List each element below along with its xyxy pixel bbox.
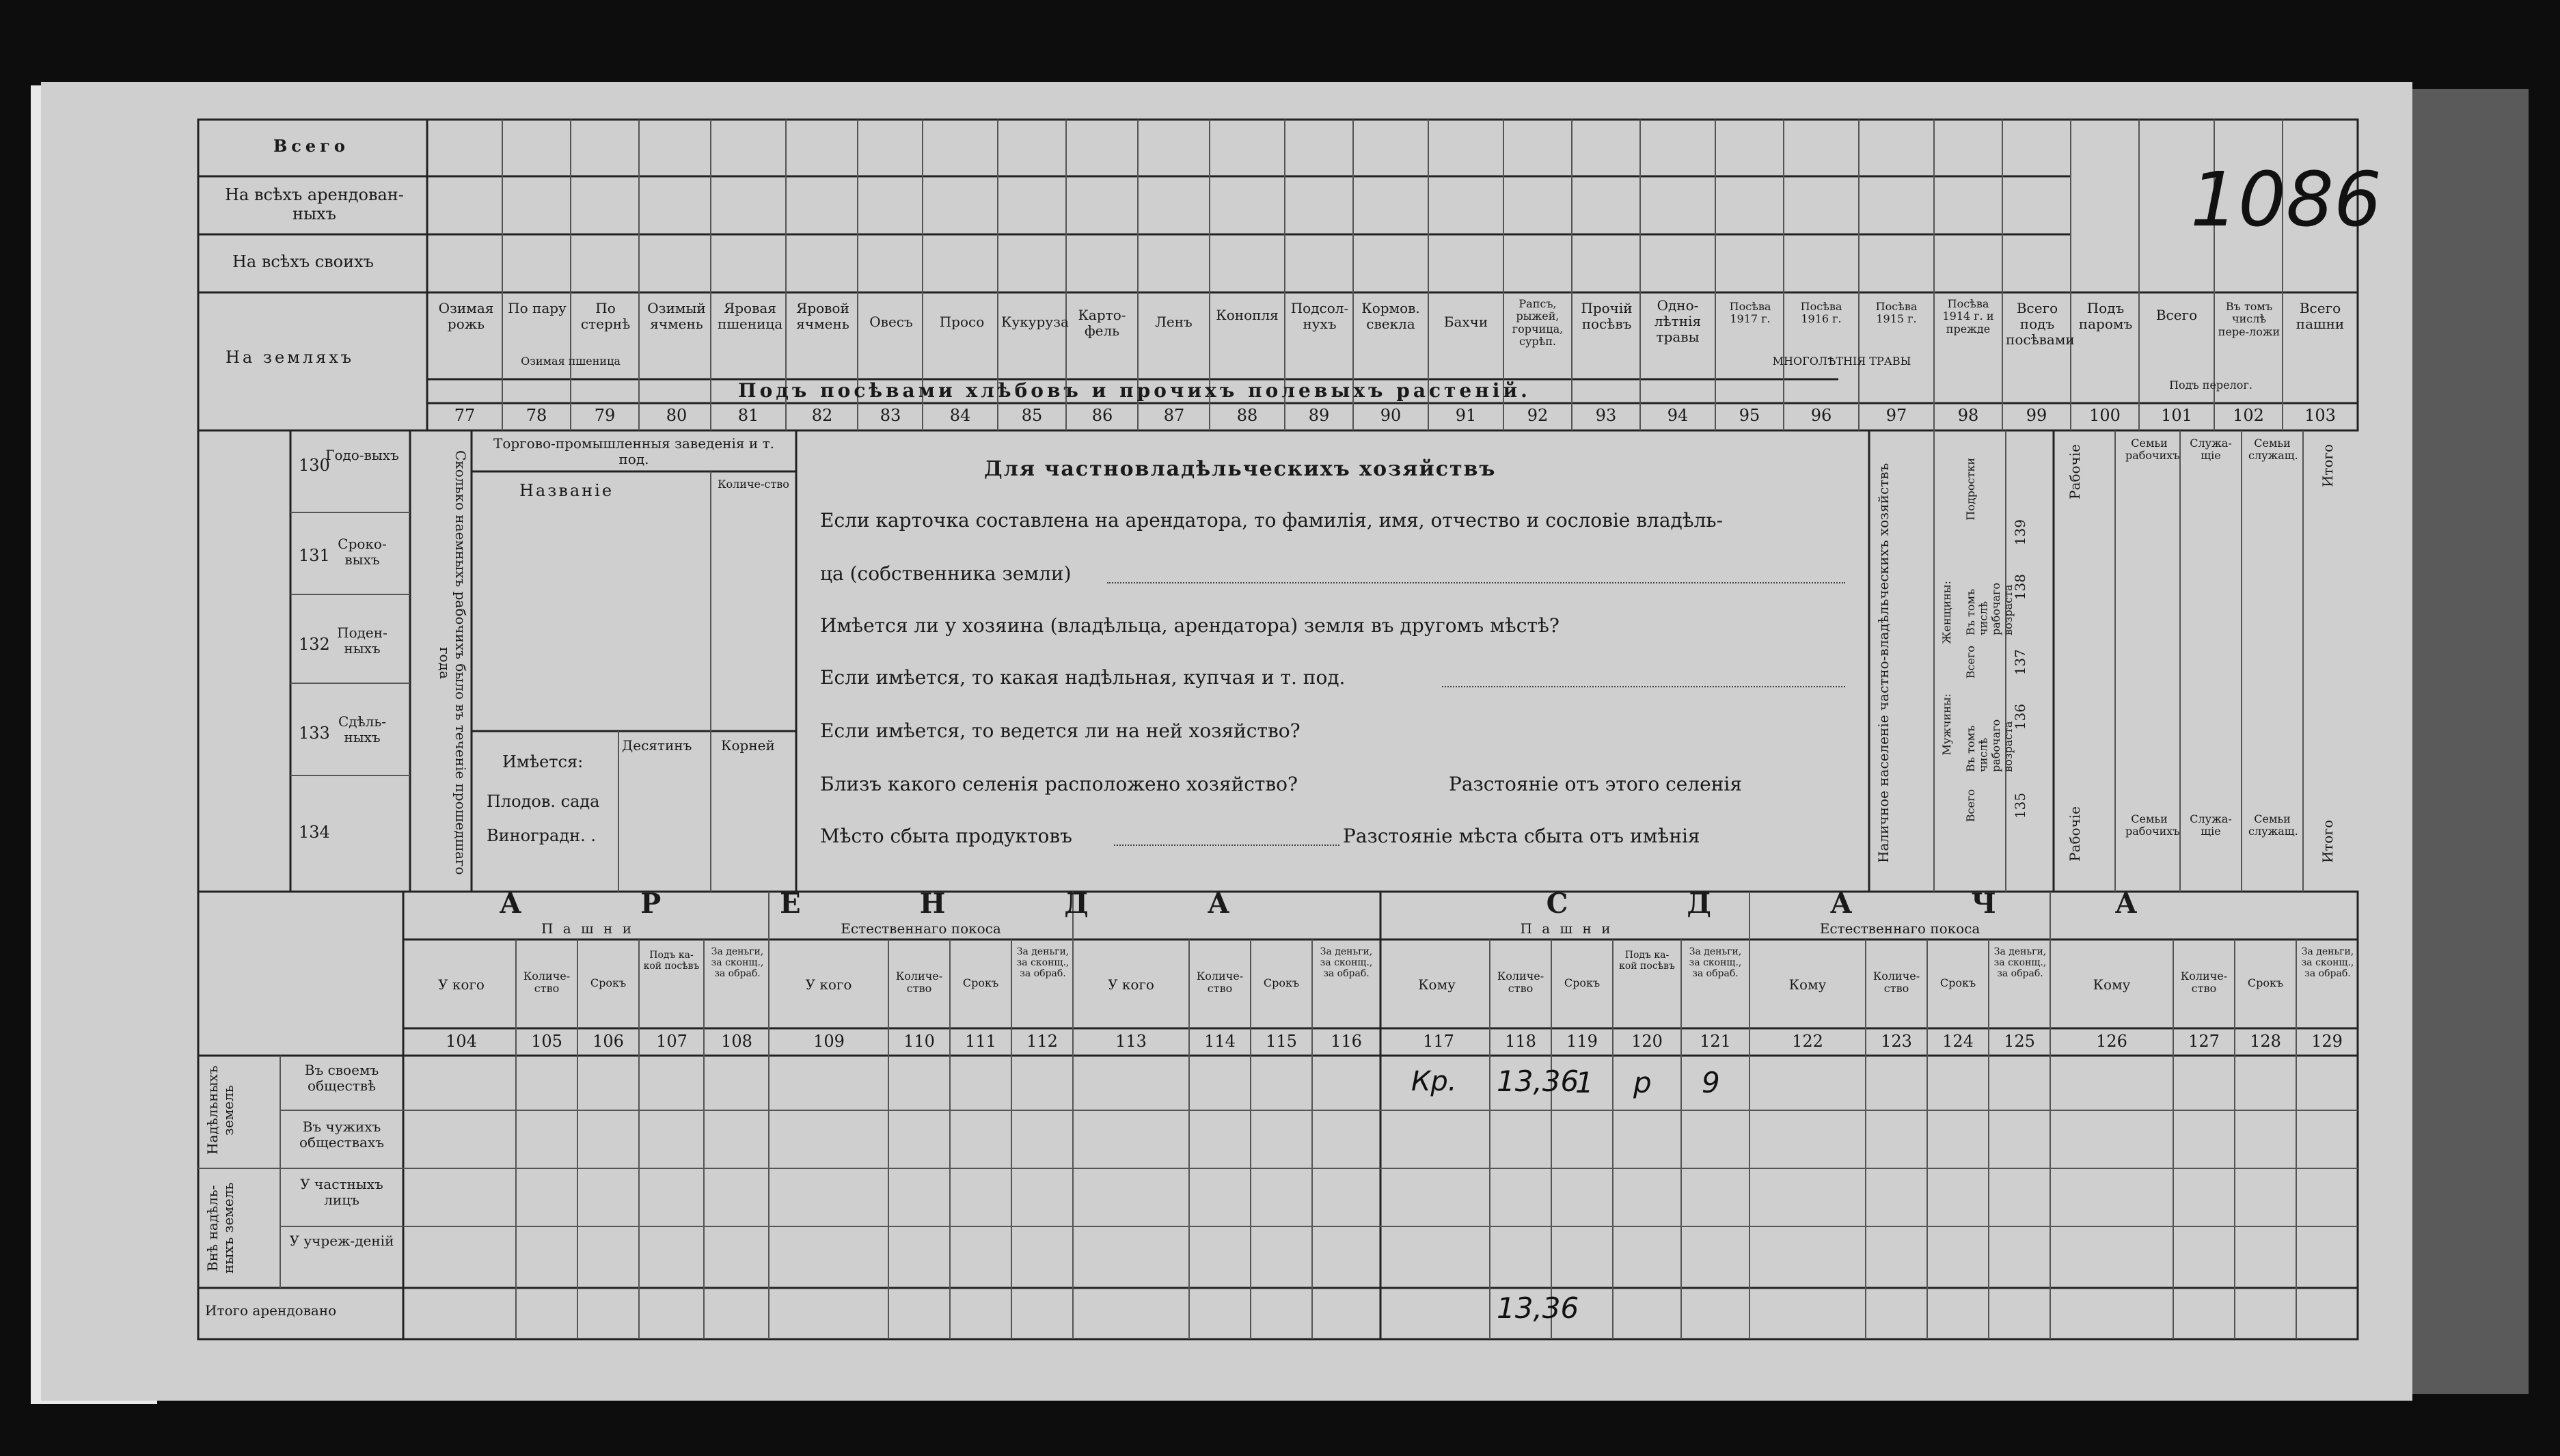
col-itogo-top: Итого: [2319, 444, 2336, 488]
col-odnoletnie-travy: Одно-лѣтнія травы: [1654, 297, 1702, 345]
col-yarovaya-pshenica: Яровая пшеница: [718, 300, 783, 332]
col-poseva-1917: Посѣва 1917 г.: [1729, 300, 1771, 326]
col-num-99: 99: [2026, 406, 2047, 425]
col-num-87: 87: [1163, 406, 1185, 425]
num-138: 138: [2012, 574, 2028, 601]
col-num-109: 109: [813, 1032, 845, 1051]
population-title: Наличное населеніе частно-владѣльческихъ хозяйствъ: [1875, 463, 1892, 863]
col-num-125: 125: [2004, 1032, 2035, 1051]
private-farms-title: Для частновладѣльческихъ хозяйствъ: [984, 457, 1497, 481]
arenda-header: А Р Е Н Д А: [499, 888, 1285, 920]
col-pod-perelog: Подъ перелог.: [2169, 379, 2252, 392]
desyatin-header: Десятинъ: [622, 737, 692, 754]
vinogradnik-label: Виноградн. .: [487, 826, 596, 845]
row-label-vsego: Всего: [273, 136, 349, 156]
col-num-128: 128: [2250, 1032, 2281, 1051]
num-134: 134: [299, 823, 330, 842]
col-num-122: 122: [1792, 1032, 1823, 1051]
private-q1-line1: Если карточка составлена на арендатора, то фамилія, имя, отчество и сословіе владѣль-: [820, 509, 1724, 532]
hw-za-cell[interactable]: 9: [1702, 1066, 1720, 1099]
col-vsego-pashni: Всего пашни: [2296, 300, 2345, 332]
sdacha-pokos-za-dengi: За деньги, за сконщ., за обраб.: [1993, 946, 2047, 980]
arenda-pashni: П а ш н и: [541, 920, 635, 937]
private-q5-distance: Разстояніе отъ этого селенія: [1449, 773, 1742, 795]
num-136: 136: [2012, 704, 2028, 730]
col-vsego-pod-posevami: Всего подъ посѣвами: [2006, 300, 2075, 348]
col-num-119: 119: [1566, 1032, 1598, 1051]
col-podsolnuh: Подсол-нухъ: [1290, 300, 1349, 332]
col-num-120: 120: [1631, 1032, 1663, 1051]
col-num-108: 108: [721, 1032, 752, 1051]
private-q6-distance: Разстояніе мѣста сбыта отъ имѣнія: [1343, 825, 1700, 847]
col-num-95: 95: [1739, 406, 1760, 425]
col-num-93: 93: [1595, 406, 1617, 425]
col-num-111: 111: [965, 1032, 996, 1051]
col-semi-rabochih-bottom: Семьи рабочихъ: [2125, 812, 2180, 838]
col-kukuruza: Кукуруза: [1001, 314, 1069, 330]
row-u-chastnyh-lic: У частныхъ лицъ: [300, 1176, 383, 1208]
col-num-107: 107: [656, 1032, 687, 1051]
arenda-pokos-srok: Срокъ: [962, 976, 999, 989]
col-len: Ленъ: [1155, 314, 1193, 330]
podrostki-label: Подростки: [1964, 458, 1977, 521]
hw-itogo-cell[interactable]: 13,36: [1497, 1291, 1579, 1325]
col-itogo-bottom: Итого: [2319, 820, 2336, 864]
private-q6: Мѣсто сбыта продуктовъ: [820, 825, 1072, 847]
col-num-100: 100: [2089, 406, 2121, 425]
col-mnogoletnie-travy: МНОГОЛѢТНІЯ ТРАВЫ: [1772, 355, 1911, 368]
col-num-84: 84: [949, 406, 971, 425]
col-prochiy-posev: Прочій посѣвъ: [1581, 300, 1633, 332]
num-130: 130: [299, 456, 330, 475]
num-135: 135: [2012, 793, 2028, 819]
col-num-117: 117: [1423, 1032, 1454, 1051]
nadelnye-zemli-label: Надѣльныхъ земель: [204, 1065, 236, 1155]
plodov-sad-label: Плодов. сада: [487, 792, 600, 811]
sdacha-pashni-komu: Кому: [1418, 976, 1456, 993]
women-vsego: Всего: [1964, 646, 1977, 679]
arenda-other-u-kogo: У кого: [1108, 976, 1154, 993]
col-rabochie-top: Рабочіе: [2067, 444, 2083, 499]
men-vsego: Всего: [1964, 789, 1977, 823]
sdacha-pokos-komu: Кому: [1788, 976, 1827, 993]
col-sluzhashchie-bottom: Служа-щіе: [2190, 812, 2232, 838]
col-num-101: 101: [2161, 406, 2192, 425]
col-perelog-v-tom-chisle: Въ томъ числѣ пере-ложи: [2218, 300, 2280, 338]
col-semi-sluzh-bottom: Семьи служащ.: [2248, 812, 2298, 838]
num-131: 131: [299, 546, 330, 565]
col-poseva-1916: Посѣва 1916 г.: [1800, 300, 1842, 326]
arenda-other-kolich: Количе-ство: [1196, 970, 1244, 995]
col-godovyh: Годо-выхъ: [325, 447, 399, 463]
col-num-79: 79: [594, 406, 616, 425]
zhenshchiny-label: Женщины:: [1940, 581, 1953, 644]
nazvanie-header: Названіе: [519, 481, 614, 500]
row-v-svoem-obshchestve: Въ своемъ обществѣ: [304, 1062, 379, 1094]
naemnye-rabochie-label: Сколько наемныхъ рабочихъ было въ теченіе прошедшаго года: [437, 450, 469, 875]
col-po-sterne: По стернѣ: [580, 300, 631, 332]
private-q5: Близъ какого селенія расположено хозяйство?: [820, 773, 1298, 795]
col-num-115: 115: [1266, 1032, 1297, 1051]
women-rab-vozrasta: Въ томъ числѣ рабочаго возраста: [1964, 582, 2015, 635]
col-num-103: 103: [2304, 406, 2336, 425]
col-num-81: 81: [737, 406, 759, 425]
answer-line-owner[interactable]: [1107, 582, 1845, 583]
sdacha-other-komu: Кому: [2093, 976, 2131, 993]
men-rab-vozrasta: Въ томъ числѣ рабочаго возраста: [1964, 719, 2015, 772]
col-perelog-vsego: Всего: [2155, 307, 2198, 323]
col-num-123: 123: [1881, 1032, 1912, 1051]
col-num-85: 85: [1021, 406, 1043, 425]
row-u-uchrezhdeniy: У учреж-деній: [289, 1233, 394, 1249]
col-kartofel: Карто-фель: [1078, 307, 1126, 339]
col-poseva-1915: Посѣва 1915 г.: [1875, 300, 1918, 326]
arenda-pashni-kolich: Количе-ство: [523, 970, 571, 995]
col-num-97: 97: [1885, 406, 1907, 425]
sdacha-pokos-srok: Срокъ: [1939, 976, 1976, 989]
col-num-112: 112: [1026, 1032, 1058, 1051]
col-rabochie-bottom: Рабочіе: [2067, 806, 2083, 862]
col-proso: Просо: [939, 314, 985, 330]
col-semi-rabochih-top: Семьи рабочихъ: [2125, 437, 2180, 463]
col-num-90: 90: [1380, 406, 1402, 425]
answer-line-market[interactable]: [1114, 844, 1339, 846]
pod-posevami-banner: Подъ посѣвами хлѣбовъ и прочихъ полевыхъ растеній.: [738, 379, 1531, 402]
col-num-116: 116: [1331, 1032, 1362, 1051]
vne-nadelnyh-label: Внѣ надѣль-ныхъ земель: [204, 1182, 236, 1274]
col-num-83: 83: [880, 406, 901, 425]
private-q2: Имѣется ли у хозяина (владѣльца, арендатора) земля въ другомъ мѣстѣ?: [820, 614, 1560, 637]
col-num-78: 78: [526, 406, 547, 425]
col-ozimaya-pshenica: Озимая пшеница: [521, 355, 621, 368]
col-pod-parom: Подъ паромъ: [2078, 300, 2133, 332]
private-q3: Если имѣется, то какая надѣльная, купчая и т. под.: [820, 666, 1346, 689]
col-num-86: 86: [1091, 406, 1113, 425]
kolichestvo-header: Количе-ство: [718, 478, 789, 491]
row-label-svoih: На всѣхъ своихъ: [232, 252, 374, 271]
col-num-102: 102: [2233, 406, 2264, 425]
col-num-91: 91: [1455, 406, 1477, 425]
row-v-chuzhih-obshchestvah: Въ чужихъ обществахъ: [299, 1118, 384, 1151]
col-num-104: 104: [446, 1032, 477, 1051]
col-num-121: 121: [1700, 1032, 1731, 1051]
col-num-96: 96: [1810, 406, 1832, 425]
col-num-106: 106: [593, 1032, 624, 1051]
col-num-113: 113: [1115, 1032, 1147, 1051]
col-num-118: 118: [1505, 1032, 1536, 1051]
hw-kolich-cell[interactable]: 13,36: [1497, 1064, 1579, 1098]
private-q1-line2: ца (собственника земли): [820, 562, 1072, 585]
sdacha-pashni-srok: Срокъ: [1564, 976, 1601, 989]
col-sdelnyh: Сдѣль-ныхъ: [338, 713, 387, 745]
hw-pod-cell[interactable]: р: [1633, 1066, 1652, 1099]
sdacha-pashni-kolich: Количе-ство: [1497, 970, 1544, 995]
col-num-114: 114: [1204, 1032, 1236, 1051]
torg-prom-header: Торгово-промышленныя заведенія и т. под.: [493, 435, 774, 467]
arenda-other-za-dengi: За деньги, за сконщ., за обраб.: [1320, 946, 1373, 980]
col-num-82: 82: [811, 406, 833, 425]
sdacha-pashni-za-dengi: За деньги, за сконщ., за обраб.: [1689, 946, 1742, 980]
col-num-126: 126: [2096, 1032, 2127, 1051]
num-139: 139: [2012, 519, 2028, 546]
private-q4: Если имѣется, то ведется ли на ней хозяйство?: [820, 719, 1301, 742]
hw-srok-cell[interactable]: 1: [1575, 1066, 1594, 1099]
col-yarovoy-yachmen: Яровой ячмень: [796, 300, 849, 332]
arenda-pashni-srok: Срокъ: [590, 976, 627, 989]
arenda-pokos-za-dengi: За деньги, за сконщ., за обраб.: [1016, 946, 1070, 980]
answer-line-land-type[interactable]: [1442, 686, 1845, 687]
row-label-arendovannyh: На всѣхъ арендован-ныхъ: [225, 185, 404, 223]
sdacha-header: С Д А Ч А: [1546, 888, 2192, 920]
col-semi-sluzh-top: Семьи служащ.: [2248, 437, 2298, 463]
col-num-89: 89: [1308, 406, 1330, 425]
col-kormov-svekla: Кормов. свекла: [1361, 300, 1420, 332]
arenda-pokos-kolich: Количе-ство: [895, 970, 943, 995]
imeetsya-label: Имѣется:: [502, 752, 584, 771]
col-num-105: 105: [531, 1032, 562, 1051]
col-num-80: 80: [666, 406, 687, 425]
sdacha-pashni-pod-kakoy: Подъ ка-кой посѣвъ: [1619, 950, 1675, 972]
row-itogo-arendovano: Итого арендовано: [205, 1302, 337, 1319]
arenda-pashni-pod-kakoy: Подъ ка-кой посѣвъ: [643, 950, 700, 972]
korney-header: Корней: [721, 737, 775, 754]
row-label-na-zemlyah: На земляхъ: [226, 348, 355, 367]
arenda-pashni-u-kogo: У кого: [438, 976, 485, 993]
hw-komu-cell[interactable]: Кр.: [1411, 1066, 1457, 1097]
col-num-88: 88: [1236, 406, 1258, 425]
col-raps: Рапсъ, рыжей, горчица, сурѣп.: [1512, 297, 1564, 348]
col-ozimaya-rozh: Озимая рожь: [438, 300, 494, 332]
col-num-129: 129: [2311, 1032, 2343, 1051]
sdacha-other-kolich: Количе-ство: [2180, 970, 2228, 995]
col-num-124: 124: [1942, 1032, 1974, 1051]
arenda-pokos-u-kogo: У кого: [805, 976, 852, 993]
sdacha-pashni: П а ш н и: [1520, 920, 1613, 937]
col-oves: Овесъ: [869, 314, 913, 330]
num-133: 133: [299, 724, 330, 743]
col-sluzhashchie-top: Служа-щіе: [2190, 437, 2232, 463]
col-num-92: 92: [1527, 406, 1549, 425]
col-bahchi: Бахчи: [1443, 314, 1488, 330]
col-srokovyh: Сроко-выхъ: [338, 536, 387, 568]
col-num-98: 98: [1957, 406, 1979, 425]
arenda-pokos: Естественнаго покоса: [841, 920, 1001, 937]
col-num-94: 94: [1667, 406, 1689, 425]
sdacha-other-srok: Срокъ: [2247, 976, 2284, 989]
col-num-127: 127: [2188, 1032, 2220, 1051]
col-ozimy-yachmen: Озимый ячмень: [647, 300, 706, 332]
sdacha-pokos-kolich: Количе-ство: [1873, 970, 1920, 995]
num-137: 137: [2012, 649, 2028, 676]
sdacha-other-za-dengi: За деньги, за сконщ., за обраб.: [2301, 946, 2354, 980]
sdacha-pokos: Естественнаго покоса: [1819, 920, 1980, 937]
num-132: 132: [299, 635, 330, 654]
col-num-110: 110: [903, 1032, 935, 1051]
sheet-number-handwritten: 1086: [2190, 156, 2382, 243]
col-po-paru: По пару: [508, 300, 567, 316]
col-podennyh: Поден-ныхъ: [337, 624, 387, 657]
arenda-other-srok: Срокъ: [1263, 976, 1300, 989]
arenda-pashni-za-dengi: За деньги, за сконщ., за обраб.: [711, 946, 764, 980]
col-poseva-1914: Посѣва 1914 г. и прежде: [1942, 297, 1994, 335]
col-num-77: 77: [454, 406, 476, 425]
muzhchiny-label: Мужчины:: [1940, 693, 1953, 756]
col-konoplya: Конопля: [1216, 307, 1279, 323]
